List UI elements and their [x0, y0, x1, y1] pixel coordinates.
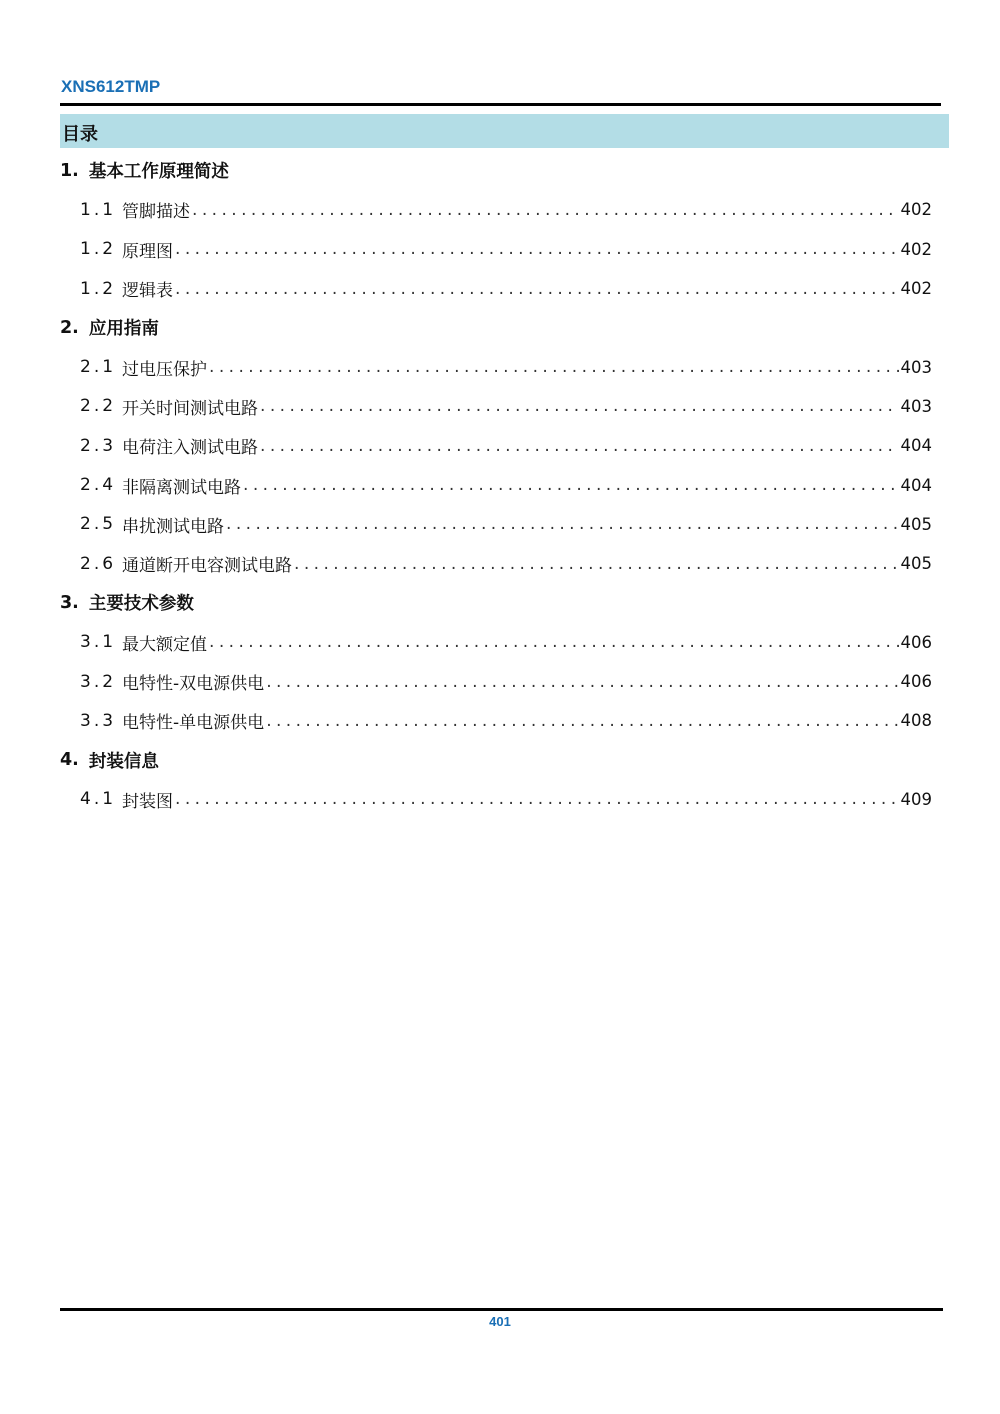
- dot-leader: [294, 554, 898, 574]
- toc-number: 2.3: [80, 435, 117, 456]
- toc-title: 主要技术参数: [88, 594, 194, 615]
- toc-page: 405: [900, 514, 932, 534]
- toc-entry[interactable]: [60, 347, 932, 386]
- toc-title: 封装图: [122, 791, 174, 812]
- dot-leader: [209, 357, 898, 377]
- toc-title: 电荷注入测试电路: [122, 438, 259, 459]
- toc-title: 应用指南: [88, 319, 159, 340]
- toc-title: 电特性-单电源供电: [122, 713, 265, 734]
- dot-leader: [243, 475, 898, 495]
- toc-title: 管脚描述: [122, 202, 191, 223]
- toc-title: 非隔离测试电路: [122, 477, 242, 498]
- toc-section: [60, 151, 932, 190]
- toc-title: 基本工作原理简述: [88, 162, 229, 183]
- toc-number: 3.1: [80, 632, 117, 653]
- toc-page: 403: [900, 357, 932, 377]
- toc-title: 过电压保护: [122, 359, 208, 380]
- toc-number: 1.: [60, 160, 79, 181]
- toc-entry[interactable]: [60, 623, 932, 662]
- toc-entry[interactable]: [60, 662, 932, 701]
- dot-leader: [260, 396, 898, 416]
- page-number: 401: [489, 1314, 511, 1329]
- toc-page: 405: [900, 554, 932, 574]
- table-of-contents: [60, 151, 932, 819]
- toc-heading-band: [60, 114, 949, 148]
- toc-heading: 目录: [62, 124, 98, 145]
- toc-number: 3.2: [80, 671, 117, 692]
- toc-page: 403: [900, 396, 932, 416]
- dot-leader: [209, 632, 898, 652]
- document-title: XNS612TMP: [61, 77, 161, 96]
- toc-title: 封装信息: [88, 751, 159, 772]
- toc-entry[interactable]: [60, 544, 932, 583]
- dot-leader: [175, 279, 898, 299]
- toc-number: 2.: [60, 317, 79, 338]
- toc-number: 2.6: [80, 553, 117, 574]
- toc-number: 4.: [60, 750, 79, 771]
- toc-number: 3.: [60, 592, 79, 613]
- toc-number: 2.5: [80, 514, 117, 535]
- toc-entry[interactable]: [60, 230, 932, 269]
- toc-page: 402: [900, 200, 932, 220]
- toc-number: 1.2: [80, 239, 117, 260]
- footer-divider: [60, 1308, 943, 1311]
- dot-leader: [226, 514, 898, 534]
- dot-leader: [175, 789, 898, 809]
- toc-page: 408: [900, 711, 932, 731]
- toc-section: [60, 583, 932, 622]
- toc-page: 402: [900, 239, 932, 259]
- toc-title: 逻辑表: [122, 281, 174, 302]
- toc-entry[interactable]: [60, 269, 932, 308]
- toc-number: 1.2: [80, 278, 117, 299]
- dot-leader: [192, 200, 898, 220]
- toc-page: 406: [900, 672, 932, 691]
- toc-page: 409: [900, 789, 932, 809]
- dot-leader: [175, 239, 898, 259]
- toc-entry[interactable]: [60, 190, 932, 229]
- toc-section: [60, 308, 932, 347]
- toc-entry[interactable]: [60, 426, 932, 465]
- toc-title: 原理图: [122, 241, 174, 262]
- toc-title: 开关时间测试电路: [122, 398, 259, 419]
- dot-leader: [266, 672, 898, 692]
- toc-section: [60, 740, 932, 779]
- toc-entry[interactable]: [60, 465, 932, 504]
- header-divider: [60, 103, 941, 106]
- toc-number: 4.1: [80, 789, 117, 810]
- toc-number: 2.2: [80, 396, 117, 417]
- toc-title: 电特性-双电源供电: [122, 674, 265, 694]
- toc-title: 串扰测试电路: [122, 516, 225, 537]
- toc-number: 2.1: [80, 357, 117, 378]
- toc-number: 3.3: [80, 710, 117, 731]
- toc-page: 404: [900, 436, 932, 456]
- toc-entry[interactable]: [60, 387, 932, 426]
- toc-entry[interactable]: [60, 780, 932, 819]
- toc-entry[interactable]: [60, 505, 932, 544]
- toc-page: 402: [900, 279, 932, 299]
- dot-leader: [266, 711, 898, 731]
- toc-entry[interactable]: [60, 701, 932, 740]
- toc-title: 通道断开电容测试电路: [122, 556, 293, 577]
- dot-leader: [260, 436, 898, 456]
- toc-number: 2.4: [80, 475, 117, 496]
- toc-page: 404: [900, 475, 932, 495]
- toc-title: 最大额定值: [122, 634, 208, 655]
- toc-number: 1.1: [80, 199, 117, 220]
- toc-page: 406: [900, 632, 932, 652]
